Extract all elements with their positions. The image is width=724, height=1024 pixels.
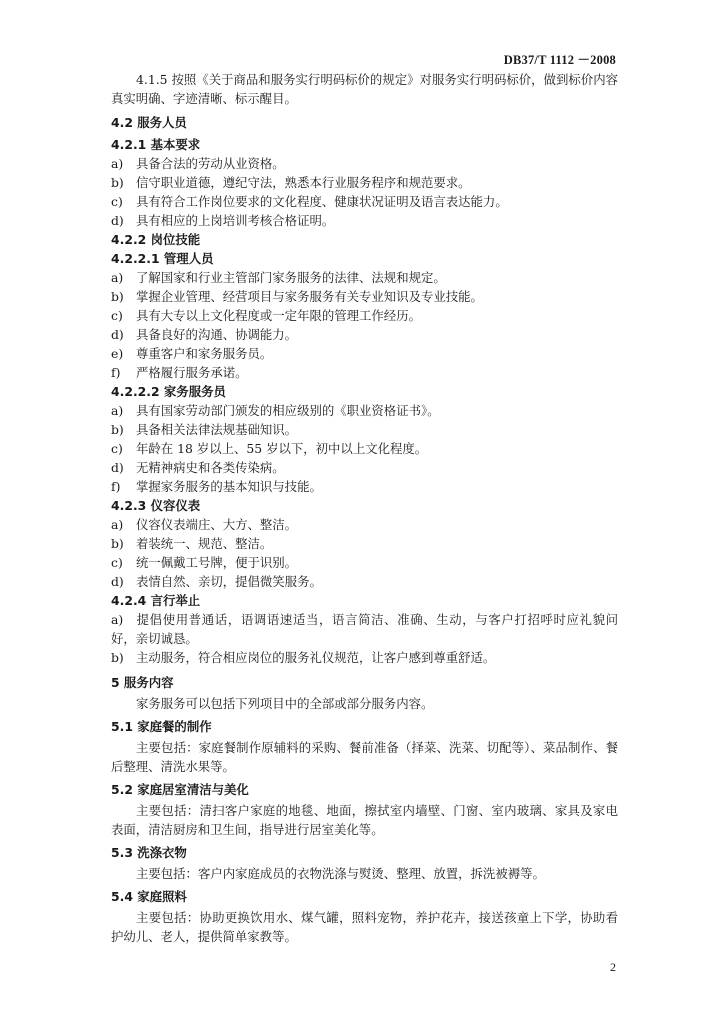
list-item: d) 无精神病史和各类传染病。 xyxy=(111,460,285,475)
list-item: a) 提倡使用普通话，语调语速适当，语言简洁、准确、生动，与客户打招呼时应礼貌问好，亲切诚恳。 xyxy=(111,612,618,646)
list-item: d) 具有相应的上岗培训考核合格证明。 xyxy=(111,213,335,228)
heading-5-2: 5.2 家庭居室清洁与美化 xyxy=(111,782,249,797)
heading-4-2-2-1: 4.2.2.1 管理人员 xyxy=(111,251,214,266)
heading-5-1: 5.1 家庭餐的制作 xyxy=(111,719,212,734)
list-item: e) 尊重客户和家务服务员。 xyxy=(111,346,273,361)
list-4-2-2-2 xyxy=(111,401,618,496)
heading-4-2-2-2: 4.2.2.2 家务服务员 xyxy=(111,384,226,399)
heading-4-2-2: 4.2.2 岗位技能 xyxy=(111,232,201,247)
section-5-3-text: 主要包括：客户内家庭成员的衣物洗涤与熨烫、整理、放置，拆洗被褥等。 xyxy=(136,866,545,881)
list-item: c) 具有大专以上文化程度或一定年限的管理工作经历。 xyxy=(111,308,421,323)
list-item: c) 统一佩戴工号牌，便于识别。 xyxy=(111,555,298,570)
heading-4-2-1: 4.2.1 基本要求 xyxy=(111,137,201,152)
heading-4-2-4: 4.2.4 言行举止 xyxy=(111,593,201,608)
list-item: b) 掌握企业管理、经营项目与家务服务有关专业知识及专业技能。 xyxy=(111,289,483,304)
list-item: d) 具备良好的沟通、协调能力。 xyxy=(111,327,298,342)
list-item: f) 严格履行服务承诺。 xyxy=(111,365,248,380)
list-4-2-1 xyxy=(111,154,618,230)
list-item: b) 着装统一、规范、整洁。 xyxy=(111,536,273,551)
heading-5: 5 服务内容 xyxy=(111,675,174,690)
heading-5-3: 5.3 洗涤衣物 xyxy=(111,845,187,860)
list-item: d) 表情自然、亲切，提倡微笑服务。 xyxy=(111,574,322,589)
list-item: a) 了解国家和行业主管部门家务服务的法律、法规和规定。 xyxy=(111,270,446,285)
document-code-header: DB37/T 1112 －2008 xyxy=(503,53,616,67)
heading-4-2-3: 4.2.3 仪容仪表 xyxy=(111,498,201,513)
section-5-2-text: 主要包括：清扫客户家庭的地毯、地面，擦拭室内墙壁、门窗、室内玻璃、家具及家电表面，清洁厨房和卫生间，指导进行居室美化等。 xyxy=(111,803,618,837)
heading-4-2: 4.2 服务人员 xyxy=(111,115,187,130)
page-number: 2 xyxy=(610,960,616,974)
list-item: f) 掌握家务服务的基本知识与技能。 xyxy=(111,479,322,494)
list-item: b) 主动服务，符合相应岗位的服务礼仪规范，让客户感到尊重舒适。 xyxy=(111,650,496,665)
list-item: b) 具备相关法律法规基础知识。 xyxy=(111,422,298,437)
list-item: a) 仪容仪表端庄、大方、整洁。 xyxy=(111,517,298,532)
list-4-2-3 xyxy=(111,515,618,591)
section-5-4-text: 主要包括：协助更换饮用水、煤气罐，照料宠物，养护花卉，接送孩童上下学，协助看护幼儿、老人，提供简单家教等。 xyxy=(111,910,618,944)
list-item: c) 具有符合工作岗位要求的文化程度、健康状况证明及语言表达能力。 xyxy=(111,194,508,209)
list-item: a) 具备合法的劳动从业资格。 xyxy=(111,156,285,171)
section-5-1-text: 主要包括：家庭餐制作原辅料的采购、餐前准备（择菜、洗菜、切配等）、菜品制作、餐后整理、清洗水果等。 xyxy=(111,740,618,774)
clause-4-1-5: 4.1.5 按照《关于商品和服务实行明码标价的规定》对服务实行明码标价，做到标价内容真实明确、字迹清晰、标示醒目。 xyxy=(111,72,618,106)
heading-5-4: 5.4 家庭照料 xyxy=(111,889,187,904)
section-5-intro: 家务服务可以包括下列项目中的全部或部分服务内容。 xyxy=(136,696,434,711)
list-item: c) 年龄在 18 岁以上、55 岁以下，初中以上文化程度。 xyxy=(111,441,428,456)
list-item: a) 具有国家劳动部门颁发的相应级别的《职业资格证书》。 xyxy=(111,403,440,418)
list-item: b) 信守职业道德，遵纪守法，熟悉本行业服务程序和规范要求。 xyxy=(111,175,471,190)
list-4-2-4 xyxy=(111,610,618,667)
list-4-2-2-1 xyxy=(111,268,618,382)
page-content xyxy=(111,70,618,946)
